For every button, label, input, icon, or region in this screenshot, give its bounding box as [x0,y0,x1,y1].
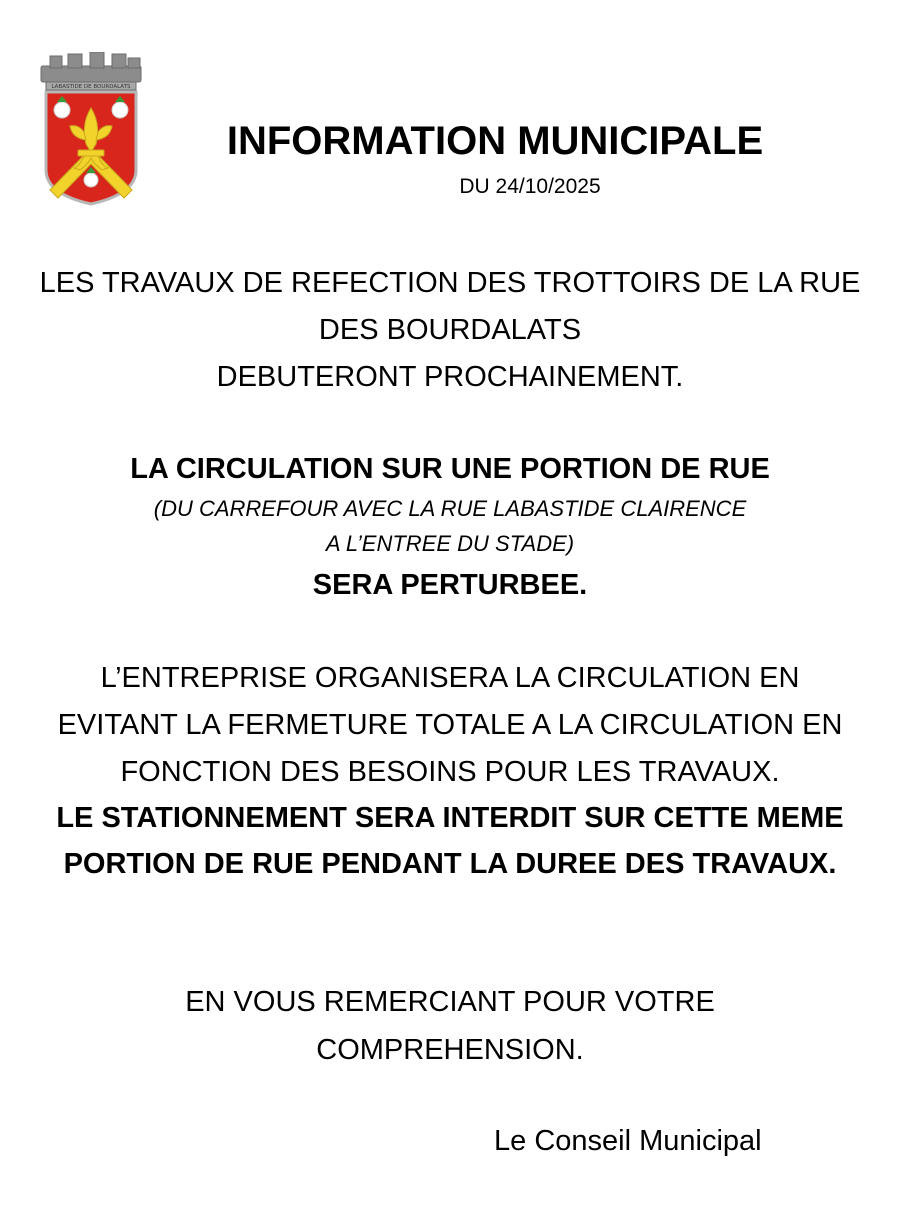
traffic-heading-end: SERA PERTURBEE. [312,569,588,601]
parking-notice-line: LE STATIONNEMENT SERA INTERDIT SUR CETTE MEME [56,802,844,834]
signature: Le Conseil Municipal [494,1125,762,1157]
page-title: INFORMATION MUNICIPALE [226,119,764,163]
svg-text:LABASTIDE DE BOURDALATS: LABASTIDE DE BOURDALATS [51,84,131,90]
notice-paragraph-3-line: L’ENTREPRISE ORGANISERA LA CIRCULATION EN [100,662,800,694]
notice-paragraph-1-line: DEBUTERONT PROCHAINEMENT. [216,361,684,393]
traffic-section-detail: (DU CARREFOUR AVEC LA RUE LABASTIDE CLAIRENCE [153,496,747,521]
notice-paragraph-1-line: DES BOURDALATS [318,314,582,346]
notice-paragraph-3-line: FONCTION DES BESOINS POUR LES TRAVAUX. [120,756,780,788]
traffic-heading: LA CIRCULATION SUR UNE PORTION DE RUE [130,453,770,485]
notice-date: DU 24/10/2025 [459,175,601,198]
notice-paragraph-1-line: LES TRAVAUX DE REFECTION DES TROTTOIRS DE LA RUE [39,267,861,299]
parking-notice-line: PORTION DE RUE PENDANT LA DUREE DES TRAVAUX. [63,848,837,880]
closing-line: COMPREHENSION. [316,1034,584,1066]
notice-paragraph-3-line: EVITANT LA FERMETURE TOTALE A LA CIRCULATION EN [57,709,843,741]
municipal-crest-logo [36,52,146,208]
traffic-section-detail: A L’ENTREE DU STADE) [325,531,575,556]
closing-line: EN VOUS REMERCIANT POUR VOTRE [185,986,715,1018]
